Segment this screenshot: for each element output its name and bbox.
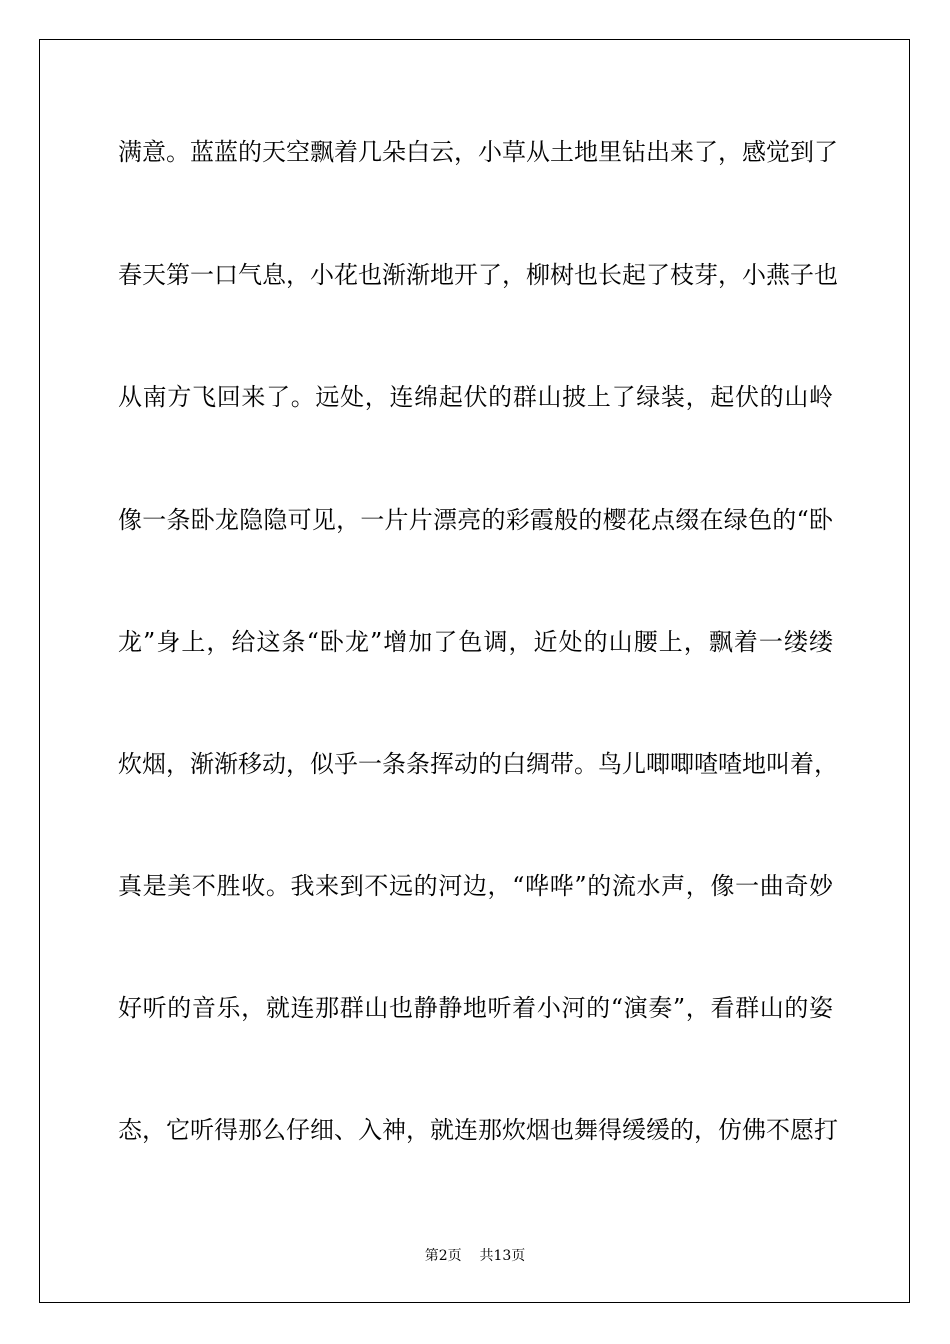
text-line: 态，它听得那么仔细、入神，就连那炊烟也舞得缓缓的，仿佛不愿打: [118, 1116, 838, 1144]
text-line: 龙”身上，给这条“卧龙”增加了色调，近处的山腰上，飘着一缕缕: [118, 628, 833, 656]
text-line: 好听的音乐，就连那群山也静静地听着小河的“演奏”，看群山的姿: [118, 994, 833, 1022]
page-number-footer: 第2页 共13页: [424, 1248, 526, 1264]
text-line: 像一条卧龙隐隐可见，一片片漂亮的彩霞般的樱花点缀在绿色的“卧: [118, 506, 833, 534]
text-line: 炊烟，渐渐移动，似乎一条条挥动的白绸带。鸟儿唧唧喳喳地叫着，: [118, 750, 838, 778]
text-line: 满意。蓝蓝的天空飘着几朵白云，小草从土地里钻出来了，感觉到了: [118, 138, 838, 166]
text-line: 从南方飞回来了。远处，连绵起伏的群山披上了绿装，起伏的山岭: [118, 383, 833, 411]
text-line: 春天第一口气息，小花也渐渐地开了，柳树也长起了枝芽，小燕子也: [118, 261, 838, 289]
text-line: 真是美不胜收。我来到不远的河边，“哗哗”的流水声，像一曲奇妙: [118, 872, 833, 900]
